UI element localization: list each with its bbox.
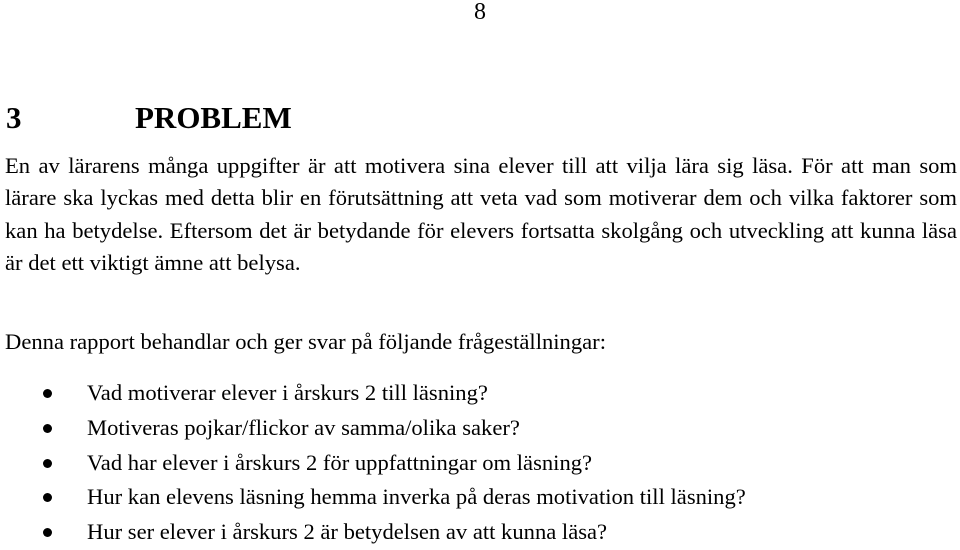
list-item-text: Motiveras pojkar/flickor av samma/olika saker?: [87, 414, 520, 440]
section-heading: [6, 98, 292, 138]
research-questions-intro: Denna rapport behandlar och ger svar på följande frågeställningar:: [5, 329, 606, 354]
list-item: [0, 411, 746, 446]
list-item-text: Vad har elever i årskurs 2 för uppfattningar om läsning?: [87, 449, 593, 475]
bullet-icon: [43, 389, 52, 398]
bullet-icon: [43, 459, 52, 468]
bullet-icon: [43, 493, 52, 502]
list-item-text: Hur kan elevens läsning hemma inverka på deras motivation till läsning?: [87, 484, 746, 510]
list-item: [0, 446, 746, 481]
section-number: 3: [6, 100, 22, 135]
list-item: [0, 376, 746, 411]
bullet-icon: [43, 528, 52, 537]
list-item: [0, 480, 746, 515]
bullet-icon: [43, 424, 52, 433]
research-questions-list: [0, 376, 746, 550]
list-item-text: Vad motiverar elever i årskurs 2 till läsning?: [87, 380, 488, 405]
section-title: PROBLEM: [135, 100, 292, 135]
list-item-text: Hur ser elever i årskurs 2 är betydelsen av att kunna läsa?: [87, 519, 608, 545]
intro-paragraph: En av lärarens många uppgifter är att motivera sina elever till att vilja lära sig läsa. För att man som lärare ska lyckas med detta blir en förutsättning att veta vad som motiverar dem och vilka faktorer som kan ha betydelse. Eftersom det är betydande för elevers fortsatta skolgång och utveckling att kunna läsa är det ett viktigt ämne att belysa.: [5, 153, 957, 276]
page-number: 8: [474, 0, 486, 25]
